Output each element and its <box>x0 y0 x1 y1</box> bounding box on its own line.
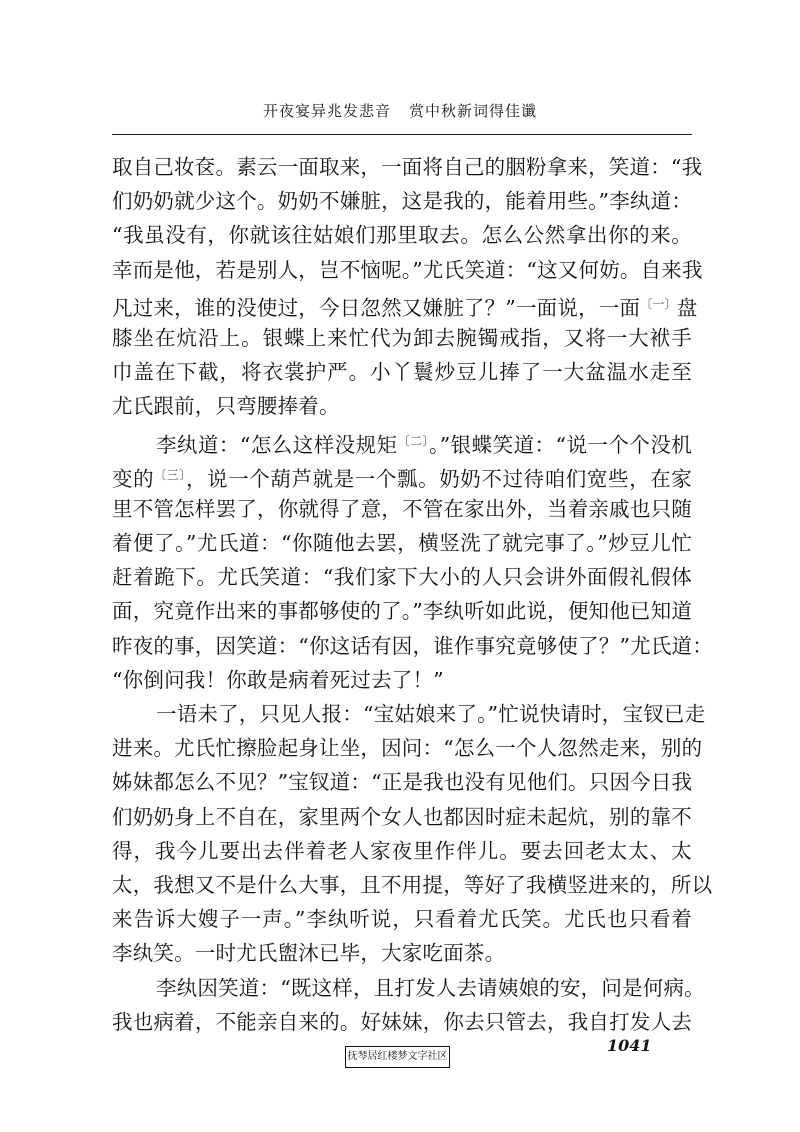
line-text: 太，我想又不是什么大事，且不用提，等好了我横竖进来的，所以 <box>112 872 713 897</box>
text-line <box>112 1005 692 1039</box>
footnote-marker: 〔一〕 <box>640 296 677 311</box>
text-line <box>112 253 703 287</box>
text-line <box>112 492 692 526</box>
line-text: 巾盖在下截，将衣裳护严。小丫鬟炒豆儿捧了一大盆温水走至 <box>112 360 692 385</box>
line-text: 得，我今儿要出去伴着老人家夜里作伴儿。要去回老太太、太 <box>112 838 692 863</box>
line-text: 李纨因笑道：“既这样，且打发人去请姨娘的安，问是何病。 <box>156 975 705 1000</box>
line-text: 昨夜的事，因笑道：“你这话有因，谁作事究竟够使了？”尤氏道： <box>112 633 713 658</box>
line-text: 幸而是他，若是别人，岂不恼呢。”尤氏笑道：“这又何妨。自来我 <box>112 257 703 282</box>
text-line <box>112 526 692 560</box>
line-text: 我也病着，不能亲自来的。好妹妹，你去只管去，我自打发人去 <box>112 1009 692 1034</box>
line-text: 里不管怎样罢了，你就得了意，不管在家出外，当着亲戚也只随 <box>112 496 692 521</box>
text-line <box>112 560 692 594</box>
line-text: 李纨道：“怎么这样没规矩 <box>156 432 398 457</box>
text-line <box>112 594 692 628</box>
line-text: 取自己妆奁。素云一面取来，一面将自己的胭粉拿来，笑道：“我 <box>112 155 703 179</box>
line-text-continued: 。”银蝶笑道：“说一个个没机 <box>429 432 692 457</box>
line-text: “你倒问我！你敢是病着死过去了！” <box>112 667 444 692</box>
text-line <box>112 184 692 218</box>
text-line <box>112 697 706 731</box>
line-text: 变的 <box>112 466 155 491</box>
text-line <box>112 629 713 663</box>
line-text-continued: ，说一个葫芦就是一个瓢。奶奶不过待咱们宽些，在家 <box>186 466 692 491</box>
text-line <box>112 936 692 970</box>
line-text: 尤氏跟前，只弯腰捧着。 <box>112 394 340 419</box>
body-text <box>112 150 713 1039</box>
line-text: 们奶奶身上不自在，家里两个女人也都因时症未起炕，别的靠不 <box>112 804 692 829</box>
page-number: 1041 <box>607 1036 652 1055</box>
header-rule <box>112 134 692 135</box>
line-text: 李纨笑。一时尤氏盥沐已毕，大家吃面茶。 <box>112 941 506 966</box>
footnote-marker: 〔二〕 <box>397 433 429 448</box>
text-line <box>112 321 692 355</box>
text-line <box>112 355 692 389</box>
line-text: “我虽没有，你就该往姑娘们那里取去。怎么公然拿出你的来。 <box>112 223 692 248</box>
footnote-marker: 〔三〕 <box>154 467 187 482</box>
line-text: 来告诉大嫂子一声。”李纨听说，只看着尤氏笑。尤氏也只看着 <box>112 907 692 932</box>
text-line <box>112 424 692 458</box>
text-line <box>112 902 692 936</box>
line-text: 姊妹都怎么不见？”宝钗道：“正是我也没有见他们。只因今日我 <box>112 770 693 795</box>
text-line <box>112 389 692 423</box>
text-line <box>112 218 692 252</box>
line-text: 着便了。”尤氏道：“你随他去罢，横竖洗了就完事了。”炒豆儿忙 <box>112 531 692 556</box>
text-line <box>112 458 692 492</box>
text-line <box>112 868 713 902</box>
line-text: 一语未了，只见人报：“宝姑娘来了。”忙说快请时，宝钗已走 <box>156 702 706 726</box>
line-text: 凡过来，谁的没使过，今日忽然又嫌脏了？”一面说，一面 <box>112 295 641 320</box>
header-right-title: 赏中秋新词得佳谶 <box>409 102 538 120</box>
text-line <box>112 663 692 697</box>
text-line <box>112 765 692 799</box>
line-text: 膝坐在炕沿上。银蝶上来忙代为卸去腕镯戒指，又将一大袱手 <box>112 325 692 350</box>
running-header <box>0 100 800 121</box>
text-line <box>112 834 692 868</box>
text-line <box>112 971 705 1005</box>
text-line <box>112 731 703 765</box>
line-text: 赶着跪下。尤氏笑道：“我们家下大小的人只会讲外面假礼假体 <box>112 565 692 590</box>
line-text: 们奶奶就少这个。奶奶不嫌脏，这是我的，能着用些。”李纨道： <box>112 189 693 214</box>
text-line <box>112 800 692 834</box>
watermark-stamp: 抚琴居红楼梦文字社区 <box>345 1046 450 1068</box>
line-text: 进来。尤氏忙擦脸起身让坐，因问：“怎么一个人忽然走来，别的 <box>112 736 703 761</box>
header-left-title: 开夜宴异兆发悲音 <box>262 102 391 120</box>
text-line <box>112 150 703 184</box>
line-text-continued: 盘 <box>676 295 698 320</box>
text-line <box>112 287 698 321</box>
line-text: 面，究竟作出来的事都够使的了。”李纨听如此说，便知他已知道 <box>112 599 693 624</box>
